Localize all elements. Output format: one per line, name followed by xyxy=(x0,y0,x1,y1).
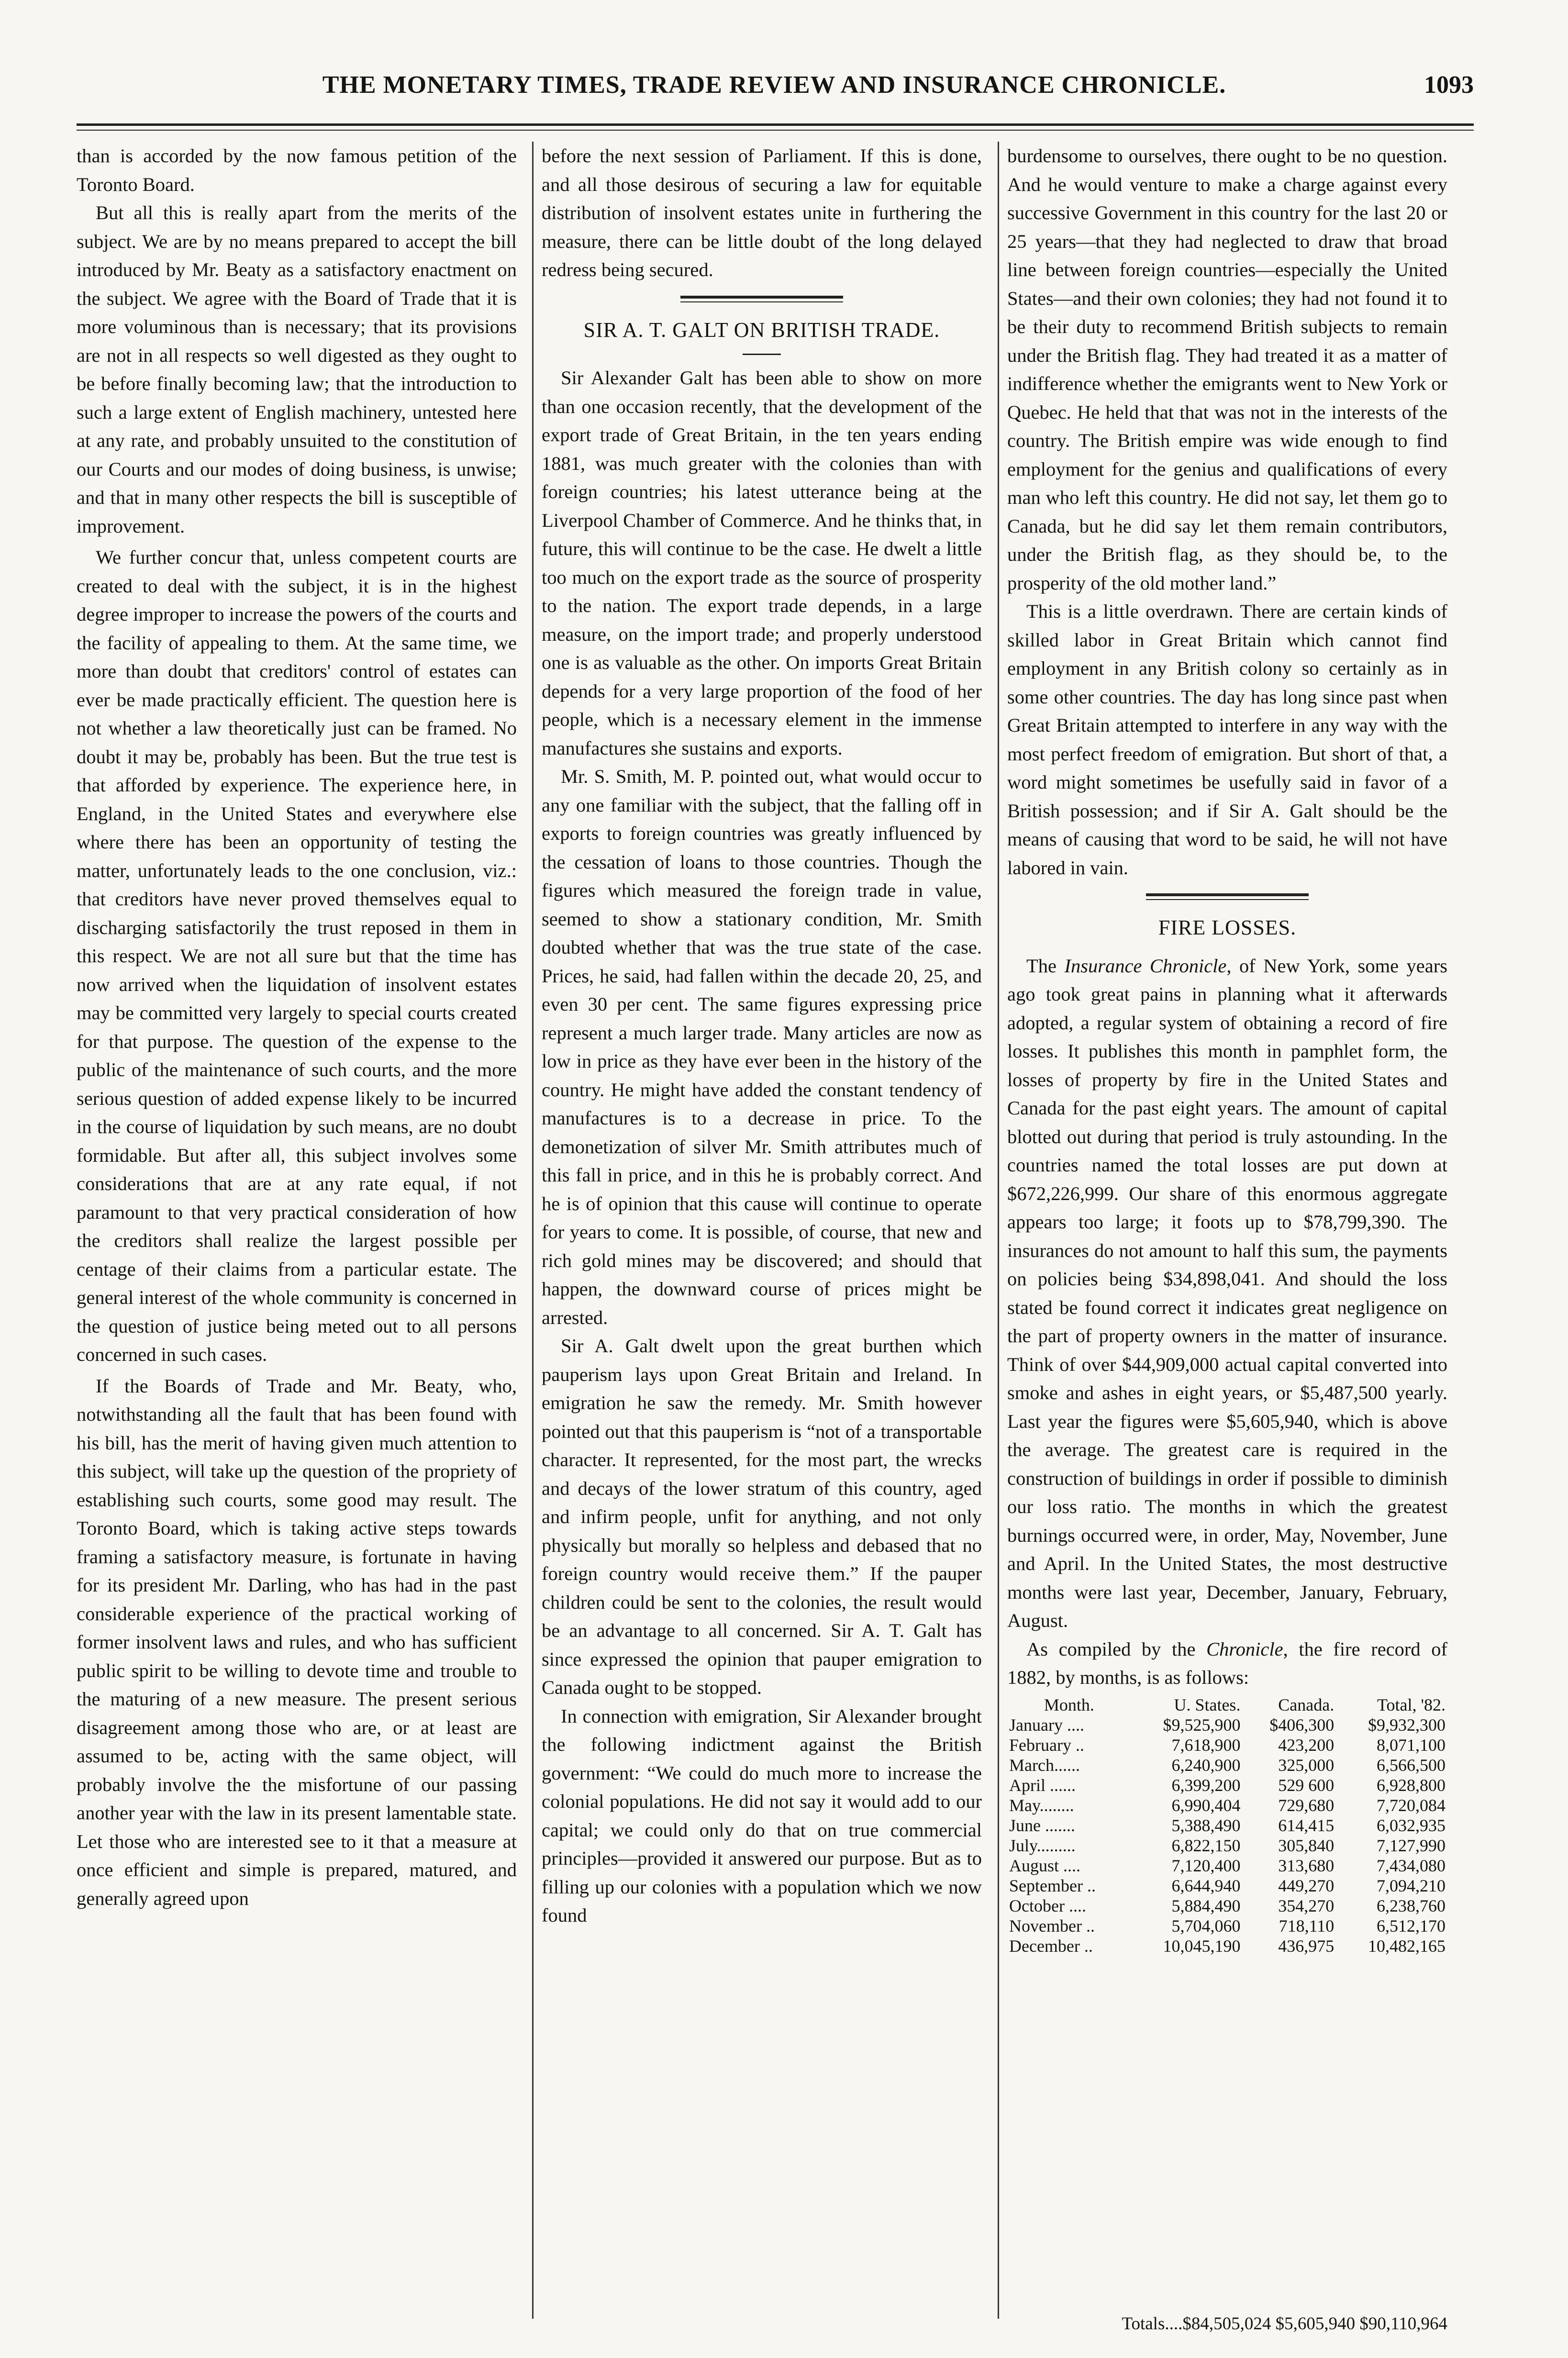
value-cell: 8,071,100 xyxy=(1377,1735,1446,1755)
column-2 xyxy=(542,142,982,1930)
fire-table-totals xyxy=(1007,2313,1447,2336)
column-header: Month. xyxy=(1044,1695,1094,1714)
value-cell: 5,884,490 xyxy=(1171,1896,1241,1915)
table-row xyxy=(1007,1735,1447,1755)
table-row xyxy=(1007,1856,1447,1876)
section-heading-galt: SIR A. T. GALT ON BRITISH TRADE. xyxy=(583,318,940,342)
article-paragraph: But all this is really apart from the merits of the subject. We are by no means prepared to accept the bill introduced by Mr. Beaty as a satisfactory enactment on the subject. We agree with the Board of Trade that it is more voluminous than is necessary; that its provisions are not in all respects so well digested as they ought to be before finally becoming law; that the introduction to such a large extent of English machinery, untested here at any rate, and probably unsuited to the constitution of our Courts and our modes of doing business, is unwise; and that in many other respects the bill is susceptible of improvement. xyxy=(77,202,517,537)
month-cell: July......... xyxy=(1009,1835,1076,1855)
value-cell: 10,045,190 xyxy=(1163,1936,1241,1956)
value-cell: 7,120,400 xyxy=(1171,1856,1241,1875)
fire-losses-table xyxy=(1007,1695,1447,1956)
month-cell: December .. xyxy=(1009,1936,1093,1956)
table-row xyxy=(1007,1936,1447,1956)
masthead xyxy=(124,71,1474,109)
value-cell: 5,704,060 xyxy=(1171,1916,1241,1935)
value-cell: 313,680 xyxy=(1278,1856,1334,1875)
table-header-row xyxy=(1007,1695,1447,1715)
masthead-rule xyxy=(77,123,1474,131)
publication-title: THE MONETARY TIMES, TRADE REVIEW AND INSURANCE CHRONICLE. xyxy=(322,71,1226,99)
value-cell: 354,270 xyxy=(1278,1896,1334,1915)
table-row xyxy=(1007,1815,1447,1835)
value-cell: 6,238,760 xyxy=(1377,1896,1446,1915)
value-cell: 305,840 xyxy=(1278,1835,1334,1855)
value-cell: 718,110 xyxy=(1279,1916,1334,1935)
value-cell: 6,644,940 xyxy=(1171,1876,1241,1895)
page-number: 1093 xyxy=(1424,71,1474,99)
value-cell: 7,618,900 xyxy=(1171,1735,1241,1755)
article-paragraph: If the Boards of Trade and Mr. Beaty, who, notwithstanding all the fault that has been found with his bill, has the merit of having given much attention to this subject, will take up the question of the propriety of establishing such courts, some good may result. The Toronto Board, which is taking active steps towards framing a satisfactory measure, is fortunate in having for its president Mr. Darling, who has had in the past considerable experience of the practical working of former insolvent laws and rules, and who has sufficient public spirit to be willing to devote time and trouble to the maturing of a new measure. The present serious disagreement among those who are, or at least are assumed to be, acting with the same object, will probably involve the the misfortune of our passing another year with the law in its present lamentable state. Let those who are interested see to it that a measure at once efficient and simple is prepared, matured, and generally agreed upon xyxy=(77,1375,517,1909)
article-paragraph: This is a little overdrawn. There are certain kinds of skilled labor in Great Britain which cannot find employment in any British colony so certainly as in some other countries. The day has long since past when Great Britain attempted to interfere in any way with the most perfect freedom of emigration. But short of that, a word might sometimes be usefully said in favor of a British possession; and if Sir A. Galt should be the means of causing that word to be said, he will not have labored in vain. xyxy=(1007,601,1447,879)
month-cell: August .... xyxy=(1009,1856,1081,1875)
value-cell: 6,512,170 xyxy=(1377,1916,1446,1935)
heading-rule xyxy=(743,354,781,355)
table-row xyxy=(1007,1835,1447,1856)
column-header: Total, '82. xyxy=(1377,1695,1446,1714)
value-cell: 6,032,935 xyxy=(1377,1815,1446,1835)
value-cell: 7,127,990 xyxy=(1377,1835,1446,1855)
text-run: The xyxy=(1026,955,1065,977)
table-row xyxy=(1007,1896,1447,1916)
section-divider xyxy=(1146,893,1309,900)
value-cell: 6,399,200 xyxy=(1171,1775,1241,1795)
publication-name: Insurance Chronicle xyxy=(1064,955,1227,977)
article-paragraph: Sir Alexander Galt has been able to show on more than one occasion recently, that the development of the export trade of Great Britain, in the ten years ending 1881, was much greater with the colonies than with foreign countries; his latest utterance being at the Liverpool Chamber of Commerce. And he thinks that, in future, this will continue to be the case. He dwelt a little too much on the export trade as the source of prosperity to the nation. The export trade depends, in a large measure, on the import trade; and properly understood one is as valuable as the other. On imports Great Britain depends for a very large proportion of the food of her people, which is a necessary element in the immense manufactures she sustains and exports. xyxy=(542,367,982,759)
month-cell: September .. xyxy=(1009,1876,1096,1895)
month-cell: May........ xyxy=(1009,1795,1074,1815)
value-cell: 449,270 xyxy=(1278,1876,1334,1895)
table-row xyxy=(1007,1715,1447,1735)
value-cell: 6,990,404 xyxy=(1171,1795,1241,1815)
value-cell: 436,975 xyxy=(1278,1936,1334,1956)
article-paragraph xyxy=(1007,1635,1447,1692)
column-1 xyxy=(77,142,517,1913)
section-divider xyxy=(680,296,843,302)
article-paragraph: Mr. S. Smith, M. P. pointed out, what would occur to any one familiar with the subject, that the falling off in exports to foreign countries was greatly influenced by the cessation of loans to those countries. Though the figures which measured the foreign trade in value, seemed to show a stationary condition, Mr. Smith doubted whether that was the true state of the case. Prices, he said, had fallen within the decade 20, 25, and even 30 per cent. The same figures expressing price represent a much larger trade. Many articles are now as low in price as they have ever been in the history of the country. He might have added the constant tendency of manufactures is to a decrease in price. To the demonetization of silver Mr. Smith attributes much of this fall in price, and in this he is probably correct. And he is of opinion that this cause will continue to operate for years to come. It is possible, of course, that new and rich gold mines may be discovered; and should that happen, the downward course of prices might be arrested. xyxy=(542,766,982,1328)
column-3 xyxy=(1007,142,1447,1956)
article-paragraph: We further concur that, unless competent courts are created to deal with the subject, it is in the highest degree improper to increase the powers of the courts and the facility of appealing to them. At the same time, we more than doubt that creditors' control of estates can ever be made practically efficient. The question here is not whether a law theoretically just can be framed. No doubt it may be, probably has been. But the true test is that afforded by experience. The experience here, in England, in the United States and everywhere else where there has been an opportunity of testing the matter, unfortunately leads to the one conclusion, viz.: that creditors have never proved themselves equal to discharging satisfactorily the trust reposed in them in this respect. We are not all sure but that the time has now arrived when the liquidation of insolvent estates may be committed very largely to special courts created for that purpose. The question of the expense to the public of the maintenance of such courts, and the more serious question of added expense likely to be incurred in the course of liquidation by such means, are no doubt formidable. But after all, this subject involves some considerations that are at any rate equal, if not paramount to that very practical consideration of how the creditors shall realize the largest possible per centage of their claims from a particular estate. The general interest of the whole community is concerned in the question of justice being meted out to all persons concerned in such cases. xyxy=(77,546,517,1365)
column-divider xyxy=(998,142,999,2319)
value-cell: 614,415 xyxy=(1278,1815,1334,1835)
month-cell: February .. xyxy=(1009,1735,1084,1755)
totals-canada: $5,605,940 xyxy=(1275,2314,1356,2334)
value-cell: 325,000 xyxy=(1278,1755,1334,1775)
value-cell: $406,300 xyxy=(1269,1715,1334,1735)
article-paragraph: Sir A. Galt dwelt upon the great burthen which pauperism lays upon Great Britain and Ireland. In emigration he saw the remedy. Mr. Smith however pointed out that this pauperism is “not of a transportable character. It represented, for the most part, the wrecks and decays of the lower stratum of this country, aged and infirm people, unfit for anything, and not only physically but morally so helpless and debased that no foreign country would receive them.” If the pauper children could be sent to the colonies, the result would be an advantage to all concerned. Sir A. T. Galt has since expressed the opinion that pauper emigration to Canada ought to be stopped. xyxy=(542,1335,982,1698)
text-run: , of New York, some years ago took great pains in planning what it afterwards adopted, a regular system of obtaining a record of fire losses. It publishes this month in pamphlet form, the losses of property by fire in the United States and Canada for the past eight years. The amount of capital blotted out during that period is truly astounding. In the countries named the total losses are put down at $672,226,999. Our share of this enormous aggregate appears too large; it foots up to $78,799,390. The insurances do not amount to half this sum, the payments on policies being $34,898,041. And should the loss stated be found correct it indicates great negligence on the part of property owners in the matter of insurance. Think of over $44,909,000 actual capital converted into smoke and ashes in eight years, or $5,487,500 yearly. Last year the figures were $5,605,940, which is above the average. The greatest care is required in the construction of buildings in order if possible to diminish our loss ratio. The months in which the greatest burnings occurred were, in order, May, November, June and April. In the United States, the most destructive months were last year, December, January, February, August. xyxy=(1007,955,1447,1631)
column-divider xyxy=(532,142,534,2319)
table-row xyxy=(1007,1795,1447,1815)
month-cell: April ...... xyxy=(1009,1775,1076,1795)
value-cell: 423,200 xyxy=(1278,1735,1334,1755)
column-header: U. States. xyxy=(1174,1695,1241,1714)
value-cell: 529 600 xyxy=(1278,1775,1334,1795)
value-cell: 10,482,165 xyxy=(1368,1936,1446,1956)
table-row xyxy=(1007,1755,1447,1775)
value-cell: 7,094,210 xyxy=(1377,1876,1446,1895)
totals-label: Totals.... xyxy=(1122,2314,1183,2334)
value-cell: 7,434,080 xyxy=(1377,1856,1446,1875)
section-heading-fire-losses: FIRE LOSSES. xyxy=(1158,916,1297,939)
month-cell: March...... xyxy=(1009,1755,1080,1775)
value-cell: 6,240,900 xyxy=(1171,1755,1241,1775)
value-cell: 6,928,800 xyxy=(1377,1775,1446,1795)
article-paragraph: burdensome to ourselves, there ought to be no question. And he would venture to make a charge against every successive Government in this country for the last 20 or 25 years—that they had neglected to draw that broad line between foreign countries—especially the United States—and their own colonies; they had not found it to be their duty to recommend British subjects to remain under the British flag. They had treated it as a matter of indifference whether the emigrants went to New York or Quebec. He held that that was not in the interests of the country. The British empire was wide enough to find employment for the genius and qualifications of every man who left this country. He did not say, let them go to Canada, but he did say let them remain contributors, under the British flag, as they should be, to the prosperity of the old mother land.” xyxy=(1007,145,1447,594)
value-cell: $9,525,900 xyxy=(1163,1715,1241,1735)
value-cell: $9,932,300 xyxy=(1368,1715,1446,1735)
publication-name: Chronicle xyxy=(1206,1638,1283,1660)
value-cell: 6,566,500 xyxy=(1377,1755,1446,1775)
month-cell: January .... xyxy=(1009,1715,1084,1735)
table-row xyxy=(1007,1775,1447,1795)
month-cell: June ....... xyxy=(1009,1815,1075,1835)
table-row xyxy=(1007,1876,1447,1896)
table-row xyxy=(1007,1916,1447,1936)
article-paragraph xyxy=(1007,952,1447,1635)
article-paragraph: before the next session of Parliament. If this is done, and all those desirous of securing a law for equitable distribution of insolvent estates unite in furthering the measure, there can be little doubt of the long delayed redress being secured. xyxy=(542,145,982,280)
value-cell: 7,720,084 xyxy=(1377,1795,1446,1815)
month-cell: October .... xyxy=(1009,1896,1086,1915)
totals-us: $84,505,024 xyxy=(1182,2314,1271,2334)
text-run: As compiled by the xyxy=(1026,1638,1207,1660)
month-cell: November .. xyxy=(1009,1916,1095,1935)
article-paragraph: In connection with emigration, Sir Alexander brought the following indictment against the British government: “We could do much more to increase the colonial populations. He did not say it would add to our capital; we could only do that on true commercial principles—provided it answered our purpose. But as to filling up our colonies with a population which we now found xyxy=(542,1705,982,1926)
value-cell: 729,680 xyxy=(1278,1795,1334,1815)
column-header: Canada. xyxy=(1278,1695,1334,1714)
value-cell: 5,388,490 xyxy=(1171,1815,1241,1835)
value-cell: 6,822,150 xyxy=(1171,1835,1241,1855)
totals-combined: $90,110,964 xyxy=(1359,2314,1447,2334)
article-paragraph: than is accorded by the now famous petition of the Toronto Board. xyxy=(77,145,517,195)
text-run: , the fire record of 1882, by months, is as follows: xyxy=(1007,1638,1447,1688)
